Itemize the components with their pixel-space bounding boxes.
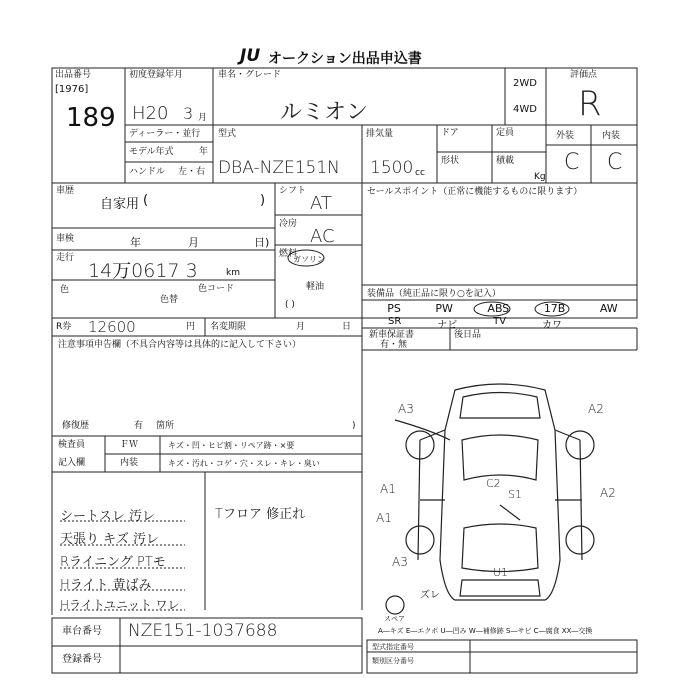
- shape-label: 形状: [441, 156, 460, 166]
- fuel-label: 燃料: [279, 249, 298, 259]
- shift-label: シフト: [279, 186, 307, 196]
- mark-a1-left: A1: [380, 482, 396, 496]
- recycle-value: 12600: [88, 318, 136, 336]
- inspector-fw-items: キズ・凹・ヒビ割・リペア跡・×要: [168, 441, 295, 450]
- equip-ps: PS: [387, 302, 401, 315]
- mark-a2-right: A2: [600, 486, 616, 500]
- history-label: 車歴: [56, 186, 75, 196]
- door-label: ドア: [441, 128, 459, 138]
- history-value: 自家用: [100, 197, 140, 212]
- warranty-value: 有・無: [380, 340, 408, 350]
- rating-int-label: 内装: [602, 131, 621, 141]
- rating-int: C: [607, 150, 623, 175]
- warranty-label: 新車保証書: [369, 330, 415, 340]
- shift-value: AT: [310, 193, 332, 214]
- fuel-gasoline: ガソリン: [293, 255, 325, 264]
- load-unit: Kg: [534, 172, 546, 182]
- drive-4wd: 4WD: [513, 104, 537, 115]
- load-label: 積載: [496, 156, 515, 166]
- lot-number: 189: [66, 103, 116, 133]
- equip-navi: ナビ: [437, 320, 458, 331]
- equip-17b: 17B: [543, 302, 566, 315]
- inspection-label: 車検: [56, 234, 75, 244]
- spare-label: スペア: [384, 615, 405, 623]
- mark-zure: ズレ: [420, 590, 440, 601]
- aircon-label: 冷房: [279, 219, 298, 229]
- lot-label: 出品番号: [55, 70, 92, 80]
- reg-month-unit: 月: [198, 113, 208, 123]
- displacement-unit: cc: [415, 168, 425, 178]
- mileage-value: 14万0617 3: [88, 260, 198, 282]
- inspection-day: 日): [254, 236, 270, 249]
- equip-pw: PW: [435, 302, 453, 315]
- format-label-1: 型式指定番号: [372, 643, 414, 651]
- inspection-year: 年: [130, 236, 141, 249]
- mark-a3-top: A3: [398, 402, 414, 416]
- color-code-label: 色コード: [198, 284, 235, 294]
- repair-label: 修復歴: [62, 421, 90, 431]
- note-1: シートスレ 汚レ: [60, 509, 156, 524]
- equipment-label: 装備品（純正品に限り○を記入）: [367, 289, 501, 299]
- format-label-2: 類別区分番号: [372, 657, 414, 665]
- note-5: Hライトユニット ワレ: [60, 598, 180, 612]
- equip-sr: SR: [387, 316, 402, 327]
- drive-2wd: 2WD: [513, 78, 537, 89]
- fuel-paren: ( ): [285, 300, 295, 310]
- reg-label: 初度登録年月: [129, 70, 184, 80]
- aircon-value: AC: [310, 226, 335, 247]
- car-type: DBA-NZE151N: [218, 158, 340, 178]
- note-2: 天張り キズ 汚レ: [60, 532, 160, 547]
- mark-s1: S1: [508, 488, 522, 501]
- reg-month: 3: [183, 104, 194, 123]
- model-year-unit: 年: [199, 147, 209, 157]
- car-diagram: [386, 384, 594, 614]
- car-name: ルミオン: [280, 100, 369, 125]
- name-change-label: 名変期限: [210, 322, 247, 332]
- car-type-label: 型式: [218, 129, 237, 139]
- recycle-unit: 円: [186, 322, 196, 332]
- inspector-fw: ＦＷ: [120, 440, 139, 450]
- handle-label: ハンドル: [129, 167, 166, 177]
- chassis-label: 車台番号: [62, 626, 102, 637]
- rating-score: R: [578, 84, 602, 124]
- handle-value: 左・右: [178, 167, 206, 177]
- equipment-row2: [370, 316, 580, 331]
- mark-c2: C2: [486, 477, 501, 490]
- logo: JU: [240, 46, 261, 66]
- lot-sub: [1976]: [55, 84, 89, 95]
- color-change-label: 色替: [160, 295, 179, 305]
- floor-note: Tフロア 修正れ: [215, 507, 306, 522]
- mileage-unit: km: [226, 268, 240, 278]
- sales-point-label: セールスポイント（正常に機能するものに限ります）: [367, 187, 583, 197]
- recycle-label: R券: [56, 322, 72, 332]
- warranty-sub: 後日品: [454, 330, 482, 340]
- fuel-diesel: 軽油: [306, 282, 325, 292]
- mark-a2-top: A2: [588, 402, 604, 416]
- inspection-month: 月: [188, 236, 199, 249]
- name-change-day: 日: [342, 322, 352, 332]
- dealer-label: ディーラー・並行: [129, 129, 201, 139]
- equipment-row1: [370, 302, 635, 315]
- note-4: Hライト 黄ばみ: [60, 578, 152, 593]
- car-name-label: 車名・グレード: [218, 70, 282, 80]
- repair-close: ): [352, 421, 356, 431]
- repair-value: 有: [134, 421, 144, 431]
- capacity-label: 定員: [496, 128, 515, 138]
- chassis-value: NZE151-1037688: [128, 621, 278, 641]
- equip-leather: カワ: [542, 320, 563, 331]
- mileage-label: 走行: [56, 253, 75, 263]
- displacement-label: 排気量: [366, 129, 394, 139]
- inspector-label2: 記入欄: [58, 458, 86, 468]
- color-label: 色: [60, 285, 70, 295]
- mark-a3-bottom: A3: [392, 555, 408, 569]
- model-year-label: モデル年式: [129, 147, 174, 157]
- mark-a1-left2: A1: [376, 511, 392, 525]
- notes-label: 注意事項申告欄（不具合内容等は具体的に記入して下さい）: [58, 340, 302, 350]
- inspector-interior: 内装: [120, 458, 139, 468]
- displacement: 1500: [370, 158, 414, 178]
- equip-tv: TV: [493, 316, 507, 327]
- note-3: Rライニング PTモ: [60, 555, 166, 570]
- name-change-month: 月: [296, 322, 306, 332]
- rating-label: 評価点: [570, 70, 598, 80]
- inspector-int-items: キズ・汚れ・コゲ・穴・スレ・キレ・臭い: [168, 459, 320, 468]
- reg-number-label: 登録番号: [62, 654, 102, 665]
- reg-year: H20: [132, 103, 169, 124]
- inspector-label1: 検査員: [58, 440, 86, 450]
- page-title: オークション出品申込書: [268, 51, 422, 67]
- history-paren-open: (: [143, 193, 149, 208]
- mark-u1: U1: [493, 566, 509, 579]
- damage-legend: A―キズ E―エクボ U―凹み W―補修跡 S―サビ C―腐食 XX―交換: [378, 627, 593, 635]
- history-paren-close: ): [260, 193, 266, 208]
- rating-ext-label: 外装: [556, 131, 575, 141]
- repair-place: 箇所: [156, 421, 175, 431]
- equip-aw: AW: [599, 302, 618, 315]
- rating-ext: C: [564, 150, 580, 175]
- equip-abs: ABS: [487, 302, 510, 315]
